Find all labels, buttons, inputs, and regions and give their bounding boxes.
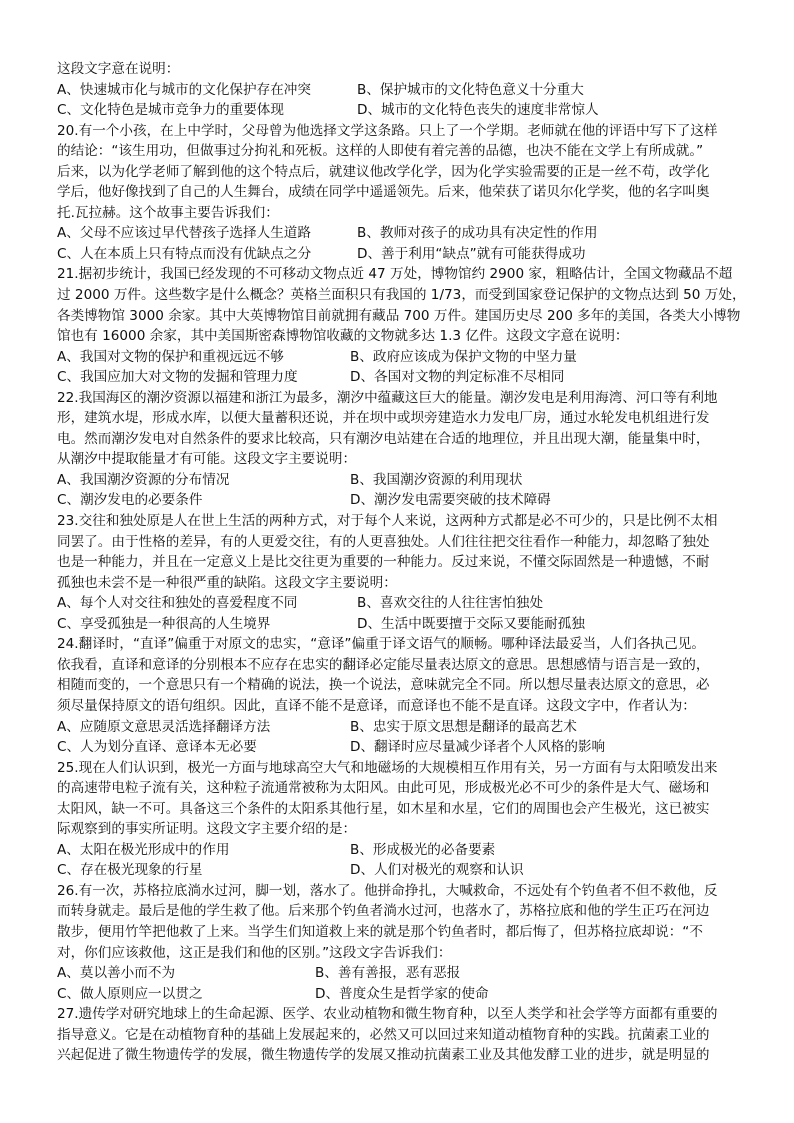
answer-option-b: B、我国潮汐资源的利用现状: [350, 471, 523, 488]
option-row: [57, 963, 747, 984]
question-stem-line: 23.交往和独处原是人在世上生活的两种方式，对于每个人来说，这两种方式都是必不可少的，只是比例不太相: [57, 513, 718, 530]
answer-option-b: B、教师对孩子的成功具有决定性的作用: [357, 225, 598, 242]
answer-option-d: D、人们对极光的观察和认识: [350, 862, 524, 879]
question-stem-line: 兴起促进了微生物遗传学的发展，微生物遗传学的发展又推动抗菌素工业及其他发酵工业的进步，就是明显的: [57, 1047, 710, 1064]
question-stem-line: 21.据初步统计，我国已经发现的不可移动文物点近 47 万处，博物馆约 2900 家，粗略估计，全国文物藏品不超: [57, 266, 733, 283]
option-row: [57, 737, 747, 758]
option-row: [57, 347, 747, 368]
question-stem-line: 各类博物馆 3000 余家。其中大英博物馆目前就拥有藏品 700 万件。建国历史尽 200 多年的美国，各类大小博物: [57, 307, 741, 324]
answer-option-b: B、保护城市的文化特色意义十分重大: [357, 81, 584, 98]
question-stem-line: 散步，便用竹竿把他救了上来。当学生们知道救上来的就是那个钓鱼者时，都后悔了，但苏格拉底却说：“不: [57, 923, 703, 940]
answer-option-c: C、存在极光现象的行星: [57, 862, 203, 879]
question-stem-line: 须尽量保持原文的语句组织。因此，直译不能不是意译，而意译也不能不是直译。这段文字中，作者认为：: [57, 697, 696, 714]
answer-option-a: A、每个人对交往和独处的喜爱程度不同: [57, 595, 298, 612]
option-row: [57, 244, 747, 265]
question-stem-line: 托.瓦拉赫。这个故事主要告诉我们：: [57, 204, 279, 221]
question-stem-line: 过 2000 万件。这些数字是什么概念？英格兰面积只有我国的 1/73，而受到国家登记保护的文物点达到 50 万处，: [57, 287, 746, 304]
option-row: [57, 80, 747, 101]
question-stem-line: 24.翻译时，“直译”偏重于对原文的忠实，“意译”偏重于译文语气的顺畅。哪种译法最妥当，人们各执己见。: [57, 636, 705, 653]
answer-option-a: A、太阳在极光形成中的作用: [57, 841, 230, 858]
answer-option-c: C、我国应加大对文物的发掘和管理力度: [57, 369, 298, 386]
answer-option-d: D、城市的文化特色丧失的速度非常惊人: [357, 102, 599, 119]
option-row: [57, 470, 747, 491]
question-stem-line: 指导意义。它是在动植物育种的基础上发展起来的，必然又可以回过来知道动植物育种的实践。抗菌素工业的: [57, 1026, 710, 1043]
exam-page: [57, 59, 747, 1066]
question-q27: [57, 1004, 747, 1066]
answer-option-b: B、喜欢交往的人往往害怕独处: [357, 595, 544, 612]
answer-option-a: A、父母不应该过早代替孩子选择人生道路: [57, 225, 311, 242]
question-stem-line: 同罢了。由于性格的差异，有的人更爱交往，有的人更喜独处。人们往往把交往看作一种能力，却忽略了独处: [57, 533, 710, 550]
answer-option-c: C、人为划分直译、意译本无必要: [57, 739, 257, 756]
answer-option-d: D、善于利用“缺点”就有可能获得成功: [357, 245, 586, 262]
answer-option-c: C、享受孤独是一种很高的人生境界: [57, 615, 271, 632]
option-row: [57, 490, 747, 511]
answer-option-b: B、忠实于原文思想是翻译的最高艺术: [350, 718, 577, 735]
answer-option-c: C、潮汐发电的必要条件: [57, 492, 203, 509]
answer-option-c: C、人在本质上只有特点而没有优缺点之分: [57, 245, 312, 262]
option-row: [57, 593, 747, 614]
question-stem-line: 电。然而潮汐发电对自然条件的要求比较高，只有潮汐电站建在合适的地理位，并且出现大潮，能量集中时，: [57, 430, 710, 447]
option-row: [57, 984, 747, 1005]
option-row: [57, 367, 747, 388]
question-q23: [57, 511, 747, 634]
question-stem-line: 太阳风，缺一不可。具备这三个条件的太阳系其他行星，如木星和水星，它们的周围也会产生极光，这已被实: [57, 800, 710, 817]
question-stem-line: 这段文字意在说明：: [57, 61, 180, 77]
option-row: [57, 223, 747, 244]
question-q19: [57, 59, 747, 121]
question-stem-line: 26.有一次，苏格拉底淌水过河，脚一划，落水了。他拼命挣扎，大喊救命，不远处有个钓鱼者不但不救他，反: [57, 882, 718, 899]
option-row: [57, 717, 747, 738]
question-q25: [57, 758, 747, 881]
answer-option-c: C、做人原则应一以贯之: [57, 985, 203, 1002]
question-stem-line: 20.有一个小孩，在上中学时，父母曾为他选择文学这条路。只上了一个学期。老师就在他的评语中写下了这样: [57, 122, 718, 139]
question-stem-line: 的结论：“该生用功，但做事过分拘礼和死板。这样的人即使有着完善的品德，也决不能在文学上有所成就。”: [57, 143, 704, 160]
question-stem-line: 形，建筑水堤，形成水库，以便大量蓄积还说，并在坝中或坝旁建造水力发电厂房，通过水轮发电机组进行发: [57, 410, 710, 427]
question-stem-line: 后来，以为化学老师了解到他的这个特点后，就建议他改学化学，因为化学实验需要的正是一丝不苟，改学化: [57, 163, 710, 180]
answer-option-a: A、快速城市化与城市的文化保护存在冲突: [57, 81, 311, 98]
question-q21: [57, 264, 747, 387]
answer-option-a: A、我国潮汐资源的分布情况: [57, 471, 230, 488]
question-stem-line: 从潮汐中提取能量才有可能。这段文字主要说明：: [57, 451, 357, 468]
answer-option-d: D、生活中既要擅于交际又要能耐孤独: [357, 615, 585, 632]
question-q24: [57, 634, 747, 757]
answer-option-d: D、各国对文物的判定标准不尽相同: [350, 369, 565, 386]
question-stem-line: 27.遗传学对研究地球上的生命起源、医学、农业动植物和微生物育种，以至人类学和社会学等方面都有重要的: [57, 1006, 718, 1023]
question-stem-line: 际观察到的事实所证明。这段文字主要介绍的是：: [57, 821, 357, 838]
answer-option-b: B、善有善报，恶有恶报: [315, 965, 461, 982]
question-stem-line: 而转身就走。最后是他的学生救了他。后来那个钓鱼者淌水过河，也落水了，苏格拉底和他的学生正巧在河边: [57, 903, 710, 920]
question-q20: [57, 121, 747, 265]
question-q22: [57, 388, 747, 511]
question-stem-line: 馆也有 16000 余家，其中美国斯密森博物馆收藏的文物就多达 1.3 亿件。这段文字意在说明：: [57, 328, 629, 345]
question-stem-line: 学后，他好像找到了自己的人生舞台，成绩在同学中遥遥领先。后来，他荣获了诺贝尔化学奖，他的名字叫奥: [57, 184, 710, 201]
question-stem-line: 相随而变的，一个意思只有一个精确的说法，换一个说法，意味就完全不同。所以想尽量表达原文的意思，必: [57, 677, 710, 694]
question-stem-line: 对，你们应该救他，这正是我们和他的区别。”这段文字告诉我们：: [57, 944, 452, 961]
option-row: [57, 614, 747, 635]
answer-option-b: B、形成极光的必备要素: [350, 841, 496, 858]
option-row: [57, 860, 747, 881]
answer-option-a: A、莫以善小而不为: [57, 965, 176, 982]
question-q26: [57, 881, 747, 1004]
question-stem-line: 也是一种能力，并且在一定意义上是比交往更为重要的一种能力。反过来说，不懂交际固然是一种遗憾，不耐: [57, 554, 710, 571]
answer-option-a: A、应随原文意思灵活选择翻译方法: [57, 718, 271, 735]
option-row: [57, 100, 747, 121]
question-stem-line: 22.我国海区的潮汐资源以福建和浙江为最多，潮汐中蕴藏这巨大的能量。潮汐发电是利用海湾、河口等有利地: [57, 389, 718, 406]
question-stem-line: 的高速带电粒子流有关，这种粒子流通常被称为太阳风。由此可见，形成极光必不可少的条件是大气、磁场和: [57, 780, 710, 797]
answer-option-a: A、我国对文物的保护和重视远远不够: [57, 348, 284, 365]
answer-option-d: D、翻译时应尽量减少译者个人风格的影响: [350, 739, 606, 756]
question-stem-line: 依我看，直译和意译的分别根本不应存在忠实的翻译必定能尽量表达原文的意思。思想感情与语言是一致的，: [57, 656, 710, 673]
question-stem-line: 25.现在人们认识到，极光一方面与地球高空大气和地磁场的大规模相互作用有关，另一方面有与太阳喷发出来: [57, 759, 718, 776]
question-stem-line: 孤独也未尝不是一种很严重的缺陷。这段文字主要说明：: [57, 574, 397, 591]
answer-option-d: D、潮汐发电需要突破的技术障碍: [350, 492, 551, 509]
answer-option-d: D、普度众生是哲学家的使命: [315, 985, 489, 1002]
option-row: [57, 840, 747, 861]
answer-option-b: B、政府应该成为保护文物的中坚力量: [350, 348, 577, 365]
answer-option-c: C、文化特色是城市竞争力的重要体现: [57, 102, 284, 119]
